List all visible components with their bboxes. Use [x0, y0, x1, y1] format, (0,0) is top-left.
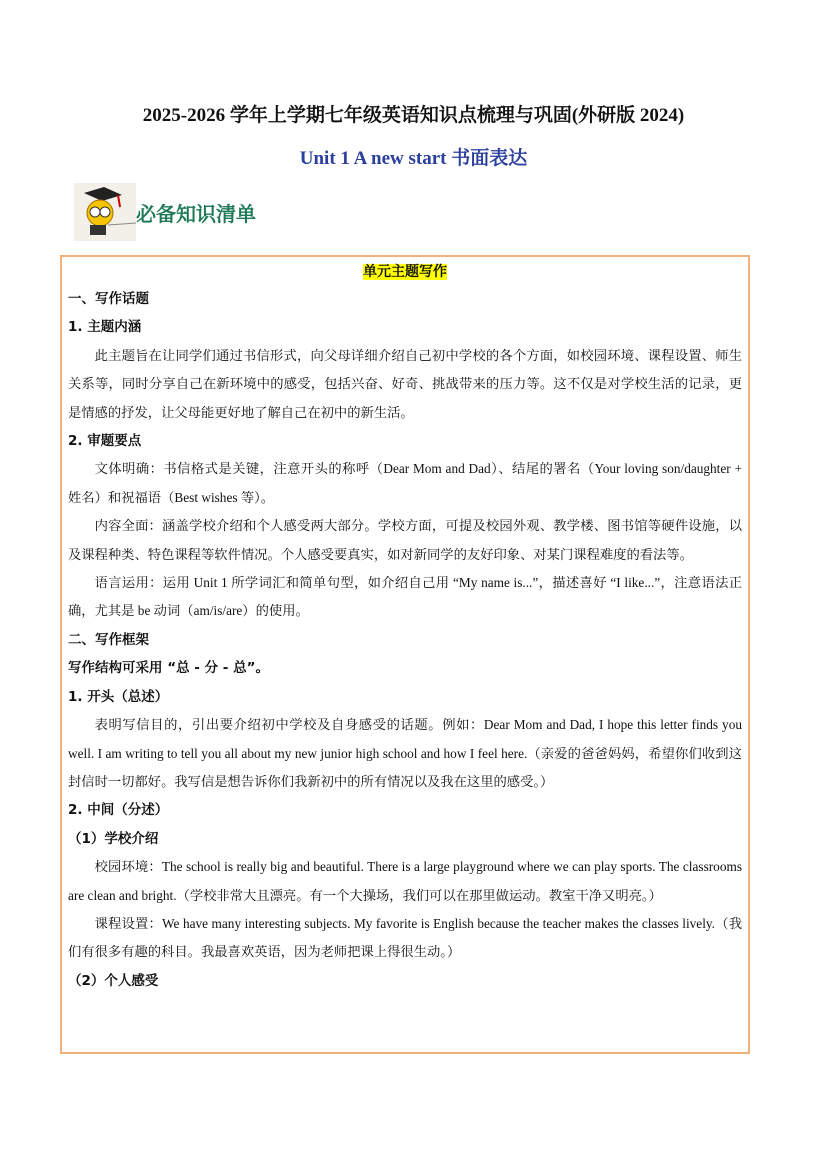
- document-title: 2025-2026 学年上学期七年级英语知识点梳理与巩固(外研版 2024): [142, 105, 685, 126]
- paragraph: 文体明确：书信格式是关键，注意开头的称呼（Dear Mom and Dad）、结尾的署名（Your loving son/daughter + 姓名）和祝福语（Best wishes 等）。: [68, 461, 742, 505]
- section-heading: （1）学校介绍: [68, 830, 159, 847]
- section-heading: 写作结构可采用 “总 - 分 - 总”。: [68, 660, 269, 677]
- paragraph: 语言运用：运用 Unit 1 所学词汇和简单句型，如介绍自己用 “My name is...”，描述喜好 “I like...”，注意语法正确，尤其是 be 动词（am/is/are）的使用。: [68, 575, 742, 619]
- section-heading: 1. 主题内涵: [68, 319, 142, 336]
- section-heading: （2）个人感受: [68, 972, 159, 989]
- section-heading: 2. 审题要点: [68, 433, 142, 450]
- section-header: [74, 183, 256, 241]
- paragraph: 课程设置：We have many interesting subjects. My favorite is English because the teacher makes the classes lively.（我们有很多有趣的科目。我最喜欢英语，因为老师把课上得很生动。）: [68, 915, 742, 960]
- section-heading: 二、写作框架: [68, 631, 149, 648]
- paragraph: 表明写信目的，引出要介绍初中学校及自身感受的话题。例如：Dear Mom and Dad, I hope this letter finds you well. I am writing to tell you all about my new junior high school and how I feel here.（亲爱的爸爸妈妈，希望你们收到这封信时一切都好。我写信是想告诉你们我新初中的所有情况以及我在这里的感受。）: [68, 717, 742, 789]
- paragraph: 校园环境：The school is really big and beautiful. There is a large playground where we can play sports. The classrooms are clean and bright.（学校非常大且漂亮。有一个大操场，我们可以在那里做运动。教室干净又明亮。）: [68, 859, 742, 903]
- content-lines: [68, 285, 742, 995]
- paragraph: 此主题旨在让同学们通过书信形式，向父母详细介绍自己初中学校的各个方面，如校园环境、课程设置、师生关系等，同时分享自己在新环境中的感受，包括兴奋、好奇、挑战带来的压力等。这不仅是对学校生活的记录，更是情感的抒发，让父母能更好地了解自己在初中的新生活。: [68, 347, 742, 420]
- box-title: 单元主题写作: [363, 264, 447, 280]
- section-heading: 1. 开头（总述）: [68, 688, 169, 705]
- document-subtitle: Unit 1 A new start 书面表达: [299, 148, 528, 169]
- section-heading: 2. 中间（分述）: [68, 802, 169, 819]
- paragraph: 内容全面：涵盖学校介绍和个人感受两大部分。学校方面，可提及校园外观、教学楼、图书馆等硬件设施，以及课程种类、特色课程等软件情况。个人感受要真实，如对新同学的友好印象、对某门课程难度的看法等。: [68, 518, 742, 562]
- section-heading: 一、写作话题: [68, 291, 149, 307]
- writing-topic-box: [60, 255, 750, 1054]
- section-title: 必备知识清单: [136, 201, 256, 226]
- scholar-mascot-icon: [74, 183, 136, 241]
